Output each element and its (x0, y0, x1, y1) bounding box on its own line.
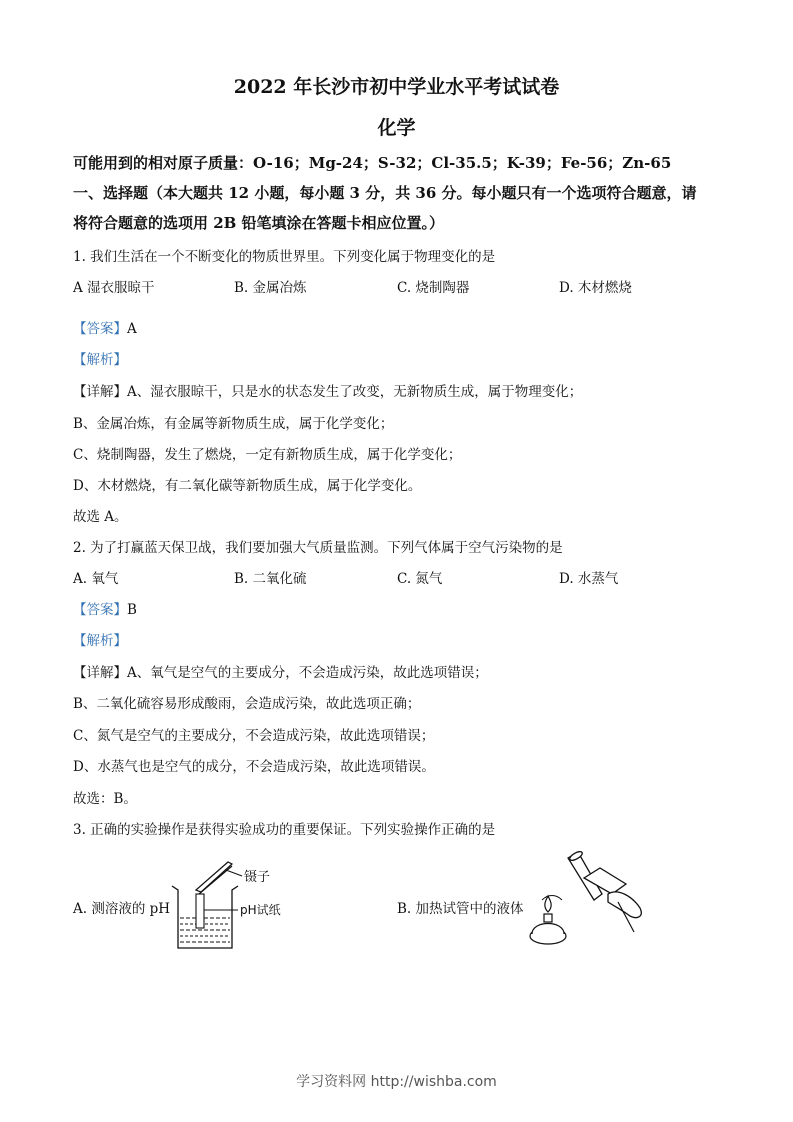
heating-test-tube-figure (522, 850, 648, 954)
q1-stem: 1. 我们生活在一个不断变化的物质世界里。下列变化属于物理变化的是 (73, 249, 496, 265)
tweezers-icon (196, 862, 232, 894)
tweezers-pointer-line (226, 870, 242, 876)
subject-title: 化学 (377, 117, 416, 139)
q1-answer (73, 317, 137, 337)
alcohol-lamp-icon (530, 896, 566, 944)
label-ph-paper: pH试纸 (240, 903, 281, 917)
page-title: 2022 年长沙市初中学业水平考试试卷 (233, 76, 560, 98)
q1-answer-tag: 【答案】 (73, 321, 127, 337)
section-heading-line2: 将符合题意的选项用 2B 铅笔填涂在答题卡相应位置。） (73, 214, 445, 232)
ph-paper-strip (196, 894, 204, 928)
q1-option-d: D. 木材燃烧 (559, 280, 632, 296)
q2-answer (73, 598, 137, 618)
q1-detail-3: D、木材燃烧，有二氧化碳等新物质生成，属于化学变化。 (73, 478, 422, 494)
q2-option-c: C. 氮气 (397, 571, 443, 587)
q3-option-a: A. 测溶液的 pH (73, 901, 171, 917)
q1-option-b: B. 金属冶炼 (234, 280, 307, 296)
q2-detail-2: C、氮气是空气的主要成分，不会造成污染，故此选项错误； (73, 728, 435, 744)
q2-detail-1: B、二氧化硫容易形成酸雨，会造成污染，故此选项正确； (73, 696, 421, 712)
q3-stem: 3. 正确的实验操作是获得实验成功的重要保证。下列实验操作正确的是 (73, 822, 496, 838)
label-tweezers: 镊子 (244, 870, 271, 885)
beaker-liquid (180, 918, 230, 942)
q1-detail-2: C、烧制陶器，发生了燃烧，一定有新物质生成，属于化学变化； (73, 447, 462, 463)
q1-detail-1: B、金属冶炼，有金属等新物质生成，属于化学变化； (73, 416, 394, 432)
q2-option-a: A. 氧气 (73, 571, 119, 587)
q1-detail-text-0: A、湿衣服晾干，只是水的状态发生了改变，无新物质生成，属于物理变化； (127, 384, 583, 400)
q2-answer-value: B (127, 602, 137, 618)
q2-detail-3: D、水蒸气也是空气的成分，不会造成污染，故此选项错误。 (73, 759, 435, 775)
section-heading-line1: 一、选择题（本大题共 12 小题，每小题 3 分，共 36 分。每小题只有一个选项符合题意，请 (73, 184, 697, 202)
q2-analysis-tag: 【解析】 (73, 633, 127, 649)
q1-option-c: C. 烧制陶器 (397, 280, 470, 296)
q2-answer-tag: 【答案】 (73, 602, 127, 618)
q3-option-b: B. 加热试管中的液体 (397, 901, 524, 917)
q2-option-b: B. 二氧化硫 (234, 571, 307, 587)
atomic-masses: 可能用到的相对原子质量：O-16；Mg-24；S-32；Cl-35.5；K-39；Fe-56；Zn-65 (73, 154, 672, 172)
footer-watermark: 学习资料网 http://wishba.com (296, 1074, 497, 1090)
q2-detail-0 (73, 661, 488, 681)
q1-analysis-tag: 【解析】 (73, 352, 127, 368)
q2-detail-tag: 【详解】 (73, 665, 127, 681)
beaker-outline (172, 886, 238, 948)
q1-answer-value: A (127, 321, 137, 337)
q2-option-d: D. 水蒸气 (559, 571, 619, 587)
q2-detail-text-0: A、氧气是空气的主要成分，不会造成污染，故此选项错误； (127, 665, 488, 681)
q1-detail-tag: 【详解】 (73, 384, 127, 400)
q2-stem: 2. 为了打赢蓝天保卫战，我们要加强大气质量监测。下列气体属于空气污染物的是 (73, 540, 563, 556)
q1-option-a: A 湿衣服晾干 (73, 280, 155, 296)
q2-conclusion: 故选：B。 (73, 791, 137, 807)
beaker-ph-figure (168, 858, 288, 954)
q1-detail-0 (73, 380, 582, 400)
q1-conclusion: 故选 A。 (73, 509, 128, 525)
